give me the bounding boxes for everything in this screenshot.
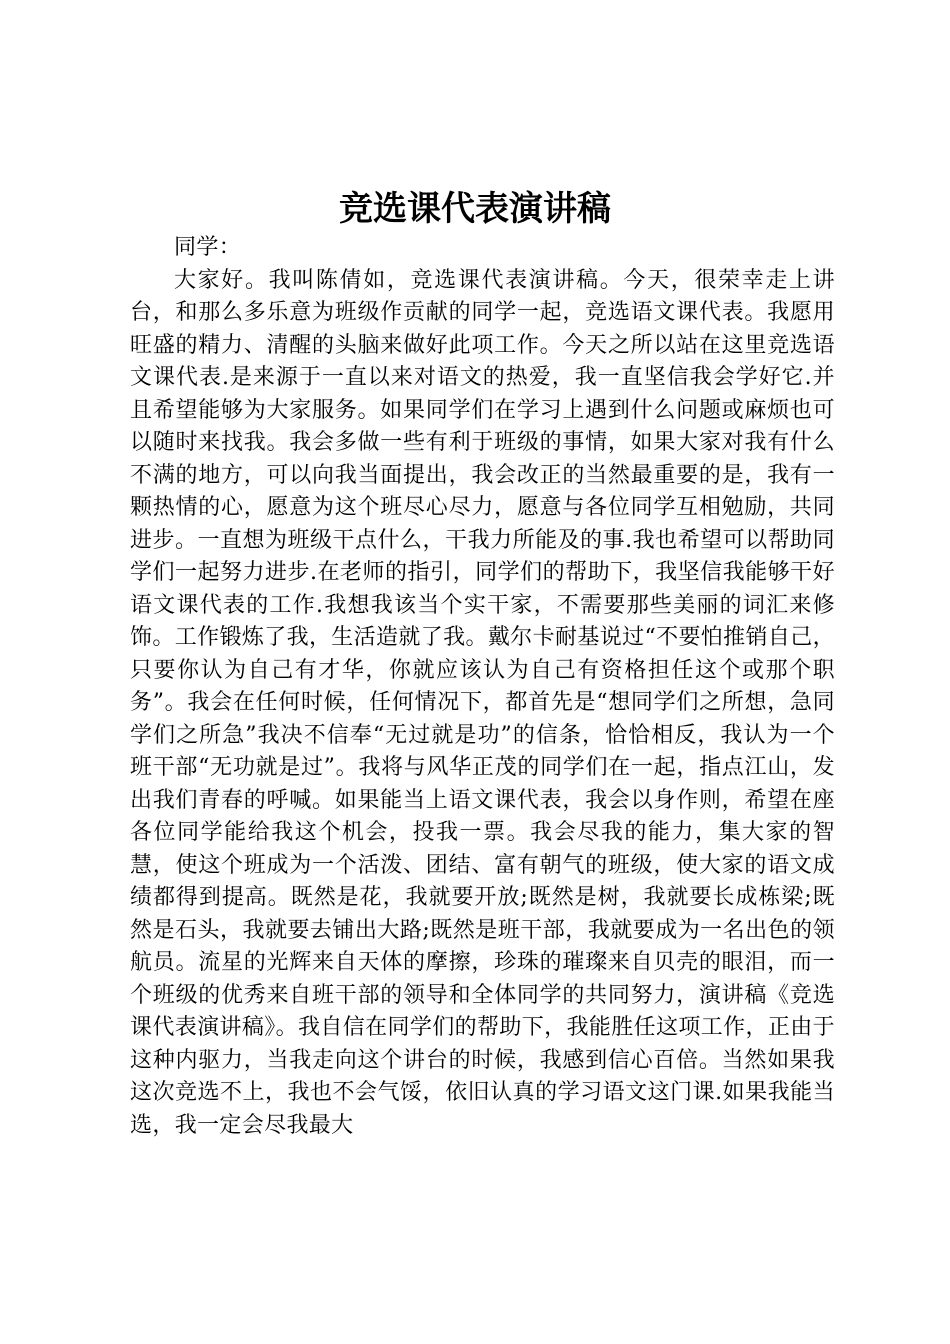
- salutation: 同学：: [174, 235, 242, 260]
- page-title: 竞选课代表演讲稿: [339, 189, 611, 229]
- body-paragraph: 大家好。我叫陈倩如，竞选课代表演讲稿。今天，很荣幸走上讲台，和那么多乐意为班级作贡献的同学一起，竞选语文课代表。我愿用旺盛的精力、清醒的头脑来做好此项工作。今天之所以站在这里竞选语文课代表.是来源于一直以来对语文的热爱，我一直坚信我会学好它.并且希望能够为大家服务。如果同学们在学习上遇到什么问题或麻烦也可以随时来找我。我会多做一些有利于班级的事情，如果大家对我有什么不满的地方，可以向我当面提出，我会改正的当然最重要的是，我有一颗热情的心，愿意为这个班尽心尽力，愿意与各位同学互相勉励，共同进步。一直想为班级干点什么，干我力所能及的事.我也希望可以帮助同学们一起努力进步.在老师的指引，同学们的帮助下，我坚信我能够干好语文课代表的工作.我想我该当个实干家，不需要那些美丽的词汇来修饰。工作锻炼了我，生活造就了我。戴尔卡耐基说过“不要怕推销自己，只要你认为自己有才华，你就应该认为自己有资格担任这个或那个职务”。我会在任何时候，任何情况下，都首先是“想同学们之所想，急同学们之所急”我决不信奉“无过就是功”的信条，恰恰相反，我认为一个班干部“无功就是过”。我将与风华正茂的同学们在一起，指点江山，发出我们青春的呼喊。如果能当上语文课代表，我会以身作则，希望在座各位同学能给我这个机会，投我一票。我会尽我的能力，集大家的智慧，使这个班成为一个活泼、团结、富有朝气的班级，使大家的语文成绩都得到提高。既然是花，我就要开放;既然是树，我就要长成栋梁;既然是石头，我就要去铺出大路;既然是班干部，我就要成为一名出色的领航员。流星的光辉来自天体的摩擦，珍珠的璀璨来自贝壳的眼泪，而一个班级的优秀来自班干部的领导和全体同学的共同努力，演讲稿《竞选课代表演讲稿》。我自信在同学们的帮助下，我能胜任这项工作，正由于这种内驱力，当我走向这个讲台的时候，我感到信心百倍。当然如果我这次竞选不上，我也不会气馁，依旧认真的学习语文这门课.如果我能当选，我一定会尽我最大: [130, 267, 835, 1138]
- speech-body: [130, 232, 835, 1142]
